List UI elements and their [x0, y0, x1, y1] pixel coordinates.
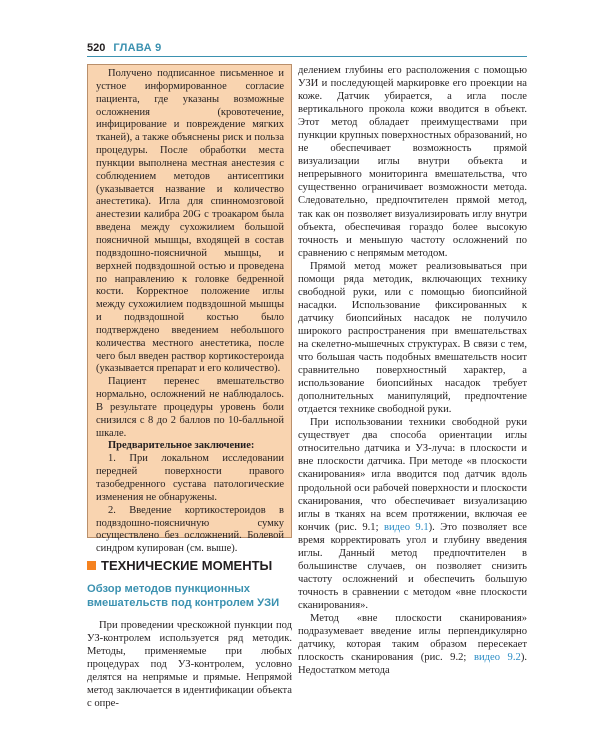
box-paragraph: Получено подписанное письменное и устное информированное согласие пациента, где указаны возможные осложнения (кровотечение, инфицирование и повреждение мягких тканей), а также объяснены риск и польза процедуры. После обработки места пункции выполнена местная анестезия с соблюдением методов антисептики (указывается название и количество анестетика). Игла для спинномозговой анестезии калибра 20G с троакаром была введена между сухожилием большой поясничной мышцы, входящей в состав подвздошно-поясничной мышцы, и верхней подвздошной остью и проведена по направлению к головке бедренной кости. Корректное положение иглы между сухожилием подвздошной мышцы и подвздошной костью было подтверждено введением небольшого количества местного анестетика, после чего был введен раствор кортикостероида (указывается препарат и его количество).	[96, 68, 284, 375]
body-paragraph	[298, 416, 527, 612]
section-heading	[87, 557, 292, 573]
box-paragraph: Пациент перенес вмешательство нормально, осложнений не наблюдалось. В результате процедуры уровень боли снизился с 8 до 2 баллов по 10-балльной шкале.	[96, 376, 284, 439]
body-paragraph: При проведении чрескожной пункции под УЗ-контролем используется ряд методик. Методы, применяемые при любых процедурах под УЗ-контролем, условно делятся на непрямые и прямые. Непрямой метод заключается в идентификации объекта с опре-	[87, 620, 292, 710]
running-header	[87, 38, 527, 56]
video-link[interactable]: видео 9.1	[383, 521, 429, 533]
section-heading-text: ТЕХНИЧЕСКИЕ МОМЕНТЫ	[101, 558, 273, 573]
box-subheading: Предварительное заключение:	[108, 440, 255, 452]
body-text: ). Недостатком метода	[298, 652, 527, 677]
box-paragraph: 2. Введение кортикостероидов в подвздошно-поясничную сумку осуществлено без осложнений. Болевой синдром купирован (см. выше).	[96, 504, 284, 555]
subsection-heading: Обзор методов пункционных вмешательств под контролем УЗИ	[87, 583, 280, 609]
body-paragraph-continued: делением глубины его расположения с помощью УЗИ и последующей маркировке его проекции на коже. Датчик убирается, а игла после вертикального прокола кожи вводится в объект. Этот метод обладает преимуществами при пункции крупных поверхностных образований, но не обеспечивает возможность прямой визуализации иглы внутри объекта и непрерывного мониторинга вмешательства, что существенно ограничивает возможности метода. Следовательно, предпочтителен прямой метод, так как он позволяет визуализировать иглу внутри объекта, обеспечивая гораздо более высокую точность и меньшую частоту осложнений по сравнению с непрямым методом.	[298, 65, 527, 259]
box-paragraph: 1. При локальном исследовании передней поверхности правого тазобедренного сустава патологические изменения не обнаружены.	[96, 453, 284, 503]
left-column-body	[87, 619, 292, 710]
heading-square-icon	[87, 561, 96, 570]
body-text: ). Это позволяет все время корректировать угол и глубину введения иглы. Данный метод предпочтителен в большинстве случаев, он позволяет снизить частоту осложнений и обеспечить большую точность в сравнении с методом «вне плоскости сканирования».	[298, 521, 527, 611]
page-number: 520	[87, 42, 106, 54]
body-paragraph: Прямой метод может реализовываться при помощи ряда методик, включающих технику свободной руки, или с помощью биопсийной насадки. Использование фиксированных к датчику биопсийных насадок не получило широкого распространения при вмешательствах на скелетно-мышечных структурах. В связи с тем, что большая часть подобных вмешательств носит сравнительно поверхностный характер, а использование биопсийных насадок требует дополнительных манипуляций, предпочтение отдается технике свободной руки.	[298, 260, 527, 416]
protocol-sample-box	[87, 64, 292, 555]
right-column-body	[298, 64, 527, 677]
chapter-label: ГЛАВА 9	[113, 42, 162, 54]
body-text: Метод «вне плоскости сканирования» подразумевает введение иглы перпендикулярно датчику, которая таким образом пересекает плоскость сканирования (рис. 9.2;	[298, 612, 527, 664]
body-paragraph	[298, 612, 527, 677]
video-link[interactable]: видео 9.2	[473, 652, 521, 664]
header-rule	[87, 56, 527, 57]
body-text: При использовании техники свободной руки существует два способа ориентации иглы относительно датчика и УЗ-луча: в плоскости и вне плоскости датчика. При методе «в плоскости сканирования» игла вводится под датчик вдоль продольной оси рабочей поверхности и плоскости сканирования, что обеспечивает визуализацию иглы в тканях на всем протяжении, включая ее кончик (рис. 9.1;	[298, 417, 527, 533]
